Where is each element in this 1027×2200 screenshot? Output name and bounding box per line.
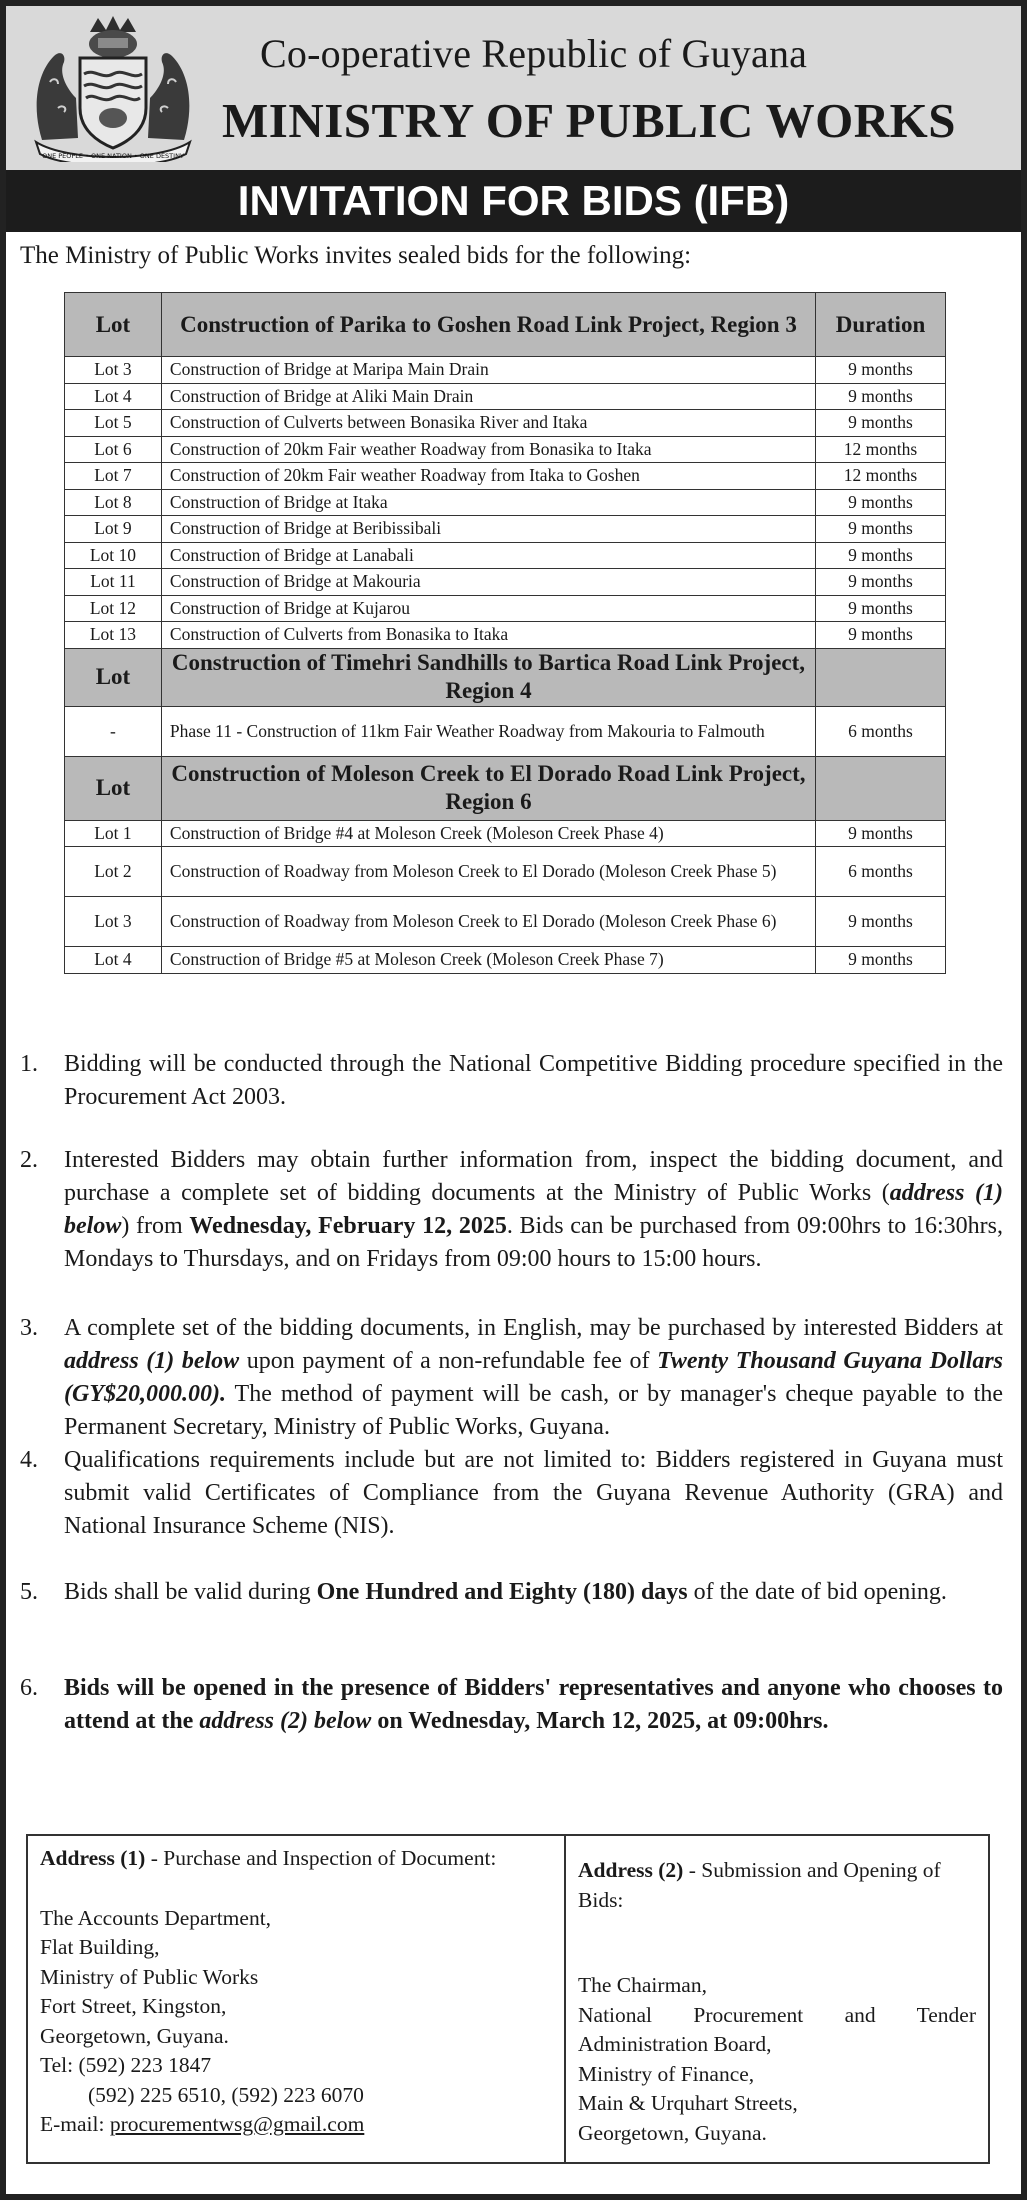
address-2-heading: Address (2) - Submission and Opening of Bids: [578, 1858, 941, 1912]
clause-number: 6. [20, 1675, 38, 1701]
table-row [65, 436, 946, 463]
email: E-mail: procurementwsg@gmail.com [40, 2112, 365, 2136]
address-1-line: Flat Building, [40, 1935, 160, 1959]
duration-cell: 9 months [816, 410, 946, 437]
lot-cell: Lot 12 [65, 595, 162, 622]
clause-text: Qualifications requirements include but are not limited to: Bidders registered in Guyana must submit valid Certificates of Compliance from the Guyana Revenue Authority (GRA) and National Insurance Scheme (NIS). [64, 1447, 1003, 1539]
header [6, 6, 1021, 170]
description-cell: Construction of Roadway from Moleson Creek to El Dorado (Moleson Creek Phase 5) [161, 847, 815, 897]
table-row [65, 516, 946, 543]
description-cell: Construction of 20km Fair weather Roadway from Itaka to Goshen [161, 463, 815, 490]
clause-text: Bids will be opened in the presence of Bidders' representatives and anyone who chooses to attend at the address (2) below on Wednesday, March 12, 2025, at 09:00hrs. [64, 1675, 1003, 1734]
description-cell: Construction of Culverts between Bonasika River and Itaka [161, 410, 815, 437]
clause-number: 4. [20, 1447, 38, 1473]
clause-text: Bids shall be valid during One Hundred and Eighty (180) days of the date of bid opening. [64, 1579, 947, 1605]
table-row [65, 542, 946, 569]
lot-cell: Lot 8 [65, 489, 162, 516]
table-row [65, 595, 946, 622]
address-2-line: The Chairman, [578, 1973, 707, 1997]
telephone: Tel: (592) 223 1847 [40, 2053, 212, 2077]
duration-cell: 9 months [816, 357, 946, 384]
crest-motto: ONE PEOPLE • ONE NATION • ONE DESTINY [42, 152, 184, 160]
description-cell: Construction of Bridge at Itaka [161, 489, 815, 516]
lot-cell: - [65, 706, 162, 756]
section-title: Construction of Parika to Goshen Road Link Project, Region 3 [161, 293, 815, 357]
lot-cell: Lot 5 [65, 410, 162, 437]
address-2-line: Georgetown, Guyana. [578, 2120, 767, 2145]
address-box [26, 1834, 990, 2164]
duration-cell: 9 months [816, 569, 946, 596]
duration-cell: 9 months [816, 595, 946, 622]
address-1-heading: Address (1) - Purchase and Inspection of Document: [40, 1846, 497, 1870]
address-1-line: Fort Street, Kingston, [40, 1994, 227, 2018]
duration-cell: 9 months [816, 542, 946, 569]
description-cell: Construction of Bridge at Makouria [161, 569, 815, 596]
lot-column-header: Lot [65, 293, 162, 357]
table-row [65, 463, 946, 490]
clause-text: Interested Bidders may obtain further information from, inspect the bidding document, and purchase a complete set of bidding documents at the Ministry of Public Works (address (1) below) from Wednesday, February 12, 2025. Bids can be purchased from 09:00hrs to 16:30hrs, Mondays to Thursdays, and on Fridays from 09:00 hours to 15:00 hours. [64, 1147, 1004, 1272]
telephone-alt: (592) 225 6510, (592) 223 6070 [88, 2082, 364, 2107]
description-cell: Construction of Bridge at Beribissibali [161, 516, 815, 543]
lot-cell: Lot 3 [65, 897, 162, 947]
description-cell: Construction of Bridge at Kujarou [161, 595, 815, 622]
duration-cell: 12 months [816, 436, 946, 463]
address-2-line: Main & Urquhart Streets, [578, 2091, 798, 2115]
table-row [65, 847, 946, 897]
address-1-line: Georgetown, Guyana. [40, 2023, 229, 2048]
lot-cell: Lot 7 [65, 463, 162, 490]
section-header-row [65, 293, 946, 357]
description-cell: Construction of Culverts from Bonasika to Itaka [161, 622, 815, 649]
section-title: Construction of Moleson Creek to El Dorado Road Link Project, Region 6 [161, 756, 815, 820]
duration-cell: 12 months [816, 463, 946, 490]
description-cell: Construction of 20km Fair weather Roadway from Bonasika to Itaka [161, 436, 815, 463]
ministry-name: MINISTRY OF PUBLIC WORKS [222, 93, 957, 148]
country-name: Co-operative Republic of Guyana [260, 31, 808, 76]
duration-cell: 9 months [816, 622, 946, 649]
duration-column-header: Duration [816, 293, 946, 357]
table-row [65, 622, 946, 649]
section-header-row [65, 648, 946, 706]
table-row [65, 706, 946, 756]
lot-cell: Lot 13 [65, 622, 162, 649]
duration-column-header [816, 756, 946, 820]
description-cell: Construction of Roadway from Moleson Creek to El Dorado (Moleson Creek Phase 6) [161, 897, 815, 947]
description-cell: Construction of Bridge #5 at Moleson Creek (Moleson Creek Phase 7) [161, 947, 815, 974]
clause-number: 2. [20, 1147, 38, 1173]
table-row [65, 383, 946, 410]
lot-cell: Lot 9 [65, 516, 162, 543]
section-header-row [65, 756, 946, 820]
duration-cell: 9 months [816, 383, 946, 410]
address-1 [28, 1836, 566, 2162]
lot-column-header: Lot [65, 756, 162, 820]
clause-number: 5. [20, 1579, 38, 1605]
lot-cell: Lot 3 [65, 357, 162, 384]
description-cell: Phase 11 - Construction of 11km Fair Weather Roadway from Makouria to Falmouth [161, 706, 815, 756]
duration-cell: 6 months [816, 847, 946, 897]
address-2 [566, 1836, 988, 2162]
table-row [65, 897, 946, 947]
address-1-line: The Accounts Department, [40, 1905, 272, 1930]
duration-cell: 9 months [816, 947, 946, 974]
intro-text: The Ministry of Public Works invites sealed bids for the following: [20, 242, 692, 269]
clause-number: 3. [20, 1315, 38, 1341]
clause-text: A complete set of the bidding documents, in English, may be purchased by interested Bidders at address (1) below upon payment of a non-refundable fee of Twenty Thousand Guyana Dollars (GY$20,000.00). The method of payment will be cash, or by manager's cheque payable to the Permanent Secretary, Ministry of Public Works, Guyana. [64, 1315, 1003, 1440]
table-row [65, 569, 946, 596]
address-1-line: Ministry of Public Works [40, 1964, 259, 1989]
table-row [65, 489, 946, 516]
duration-cell: 9 months [816, 897, 946, 947]
email-link[interactable]: procurementwsg@gmail.com [109, 2112, 365, 2136]
duration-cell: 9 months [816, 820, 946, 847]
table-row [65, 820, 946, 847]
lot-cell: Lot 4 [65, 383, 162, 410]
lots-table [64, 292, 946, 974]
duration-column-header [816, 648, 946, 706]
description-cell: Construction of Bridge at Maripa Main Drain [161, 357, 815, 384]
duration-cell: 9 months [816, 516, 946, 543]
duration-cell: 6 months [816, 706, 946, 756]
table-row [65, 357, 946, 384]
lot-cell: Lot 4 [65, 947, 162, 974]
address-2-line: Ministry of Finance, [578, 2061, 755, 2086]
lot-cell: Lot 1 [65, 820, 162, 847]
clause-number: 1. [20, 1051, 38, 1077]
address-2-line: National Procurement and Tender Administration Board, [578, 2002, 976, 2056]
lot-cell: Lot 2 [65, 847, 162, 897]
lot-cell: Lot 6 [65, 436, 162, 463]
description-cell: Construction of Bridge #4 at Moleson Creek (Moleson Creek Phase 4) [161, 820, 815, 847]
coat-of-arms-icon [28, 12, 198, 162]
table-row [65, 410, 946, 437]
clause-text: Bidding will be conducted through the National Competitive Bidding procedure specified in the Procurement Act 2003. [64, 1051, 1003, 1110]
description-cell: Construction of Bridge at Aliki Main Drain [161, 383, 815, 410]
lot-cell: Lot 11 [65, 569, 162, 596]
table-row [65, 947, 946, 974]
section-title: Construction of Timehri Sandhills to Bartica Road Link Project, Region 4 [161, 648, 815, 706]
lot-cell: Lot 10 [65, 542, 162, 569]
ifb-banner: INVITATION FOR BIDS (IFB) [6, 170, 1021, 232]
lot-column-header: Lot [65, 648, 162, 706]
description-cell: Construction of Bridge at Lanabali [161, 542, 815, 569]
duration-cell: 9 months [816, 489, 946, 516]
